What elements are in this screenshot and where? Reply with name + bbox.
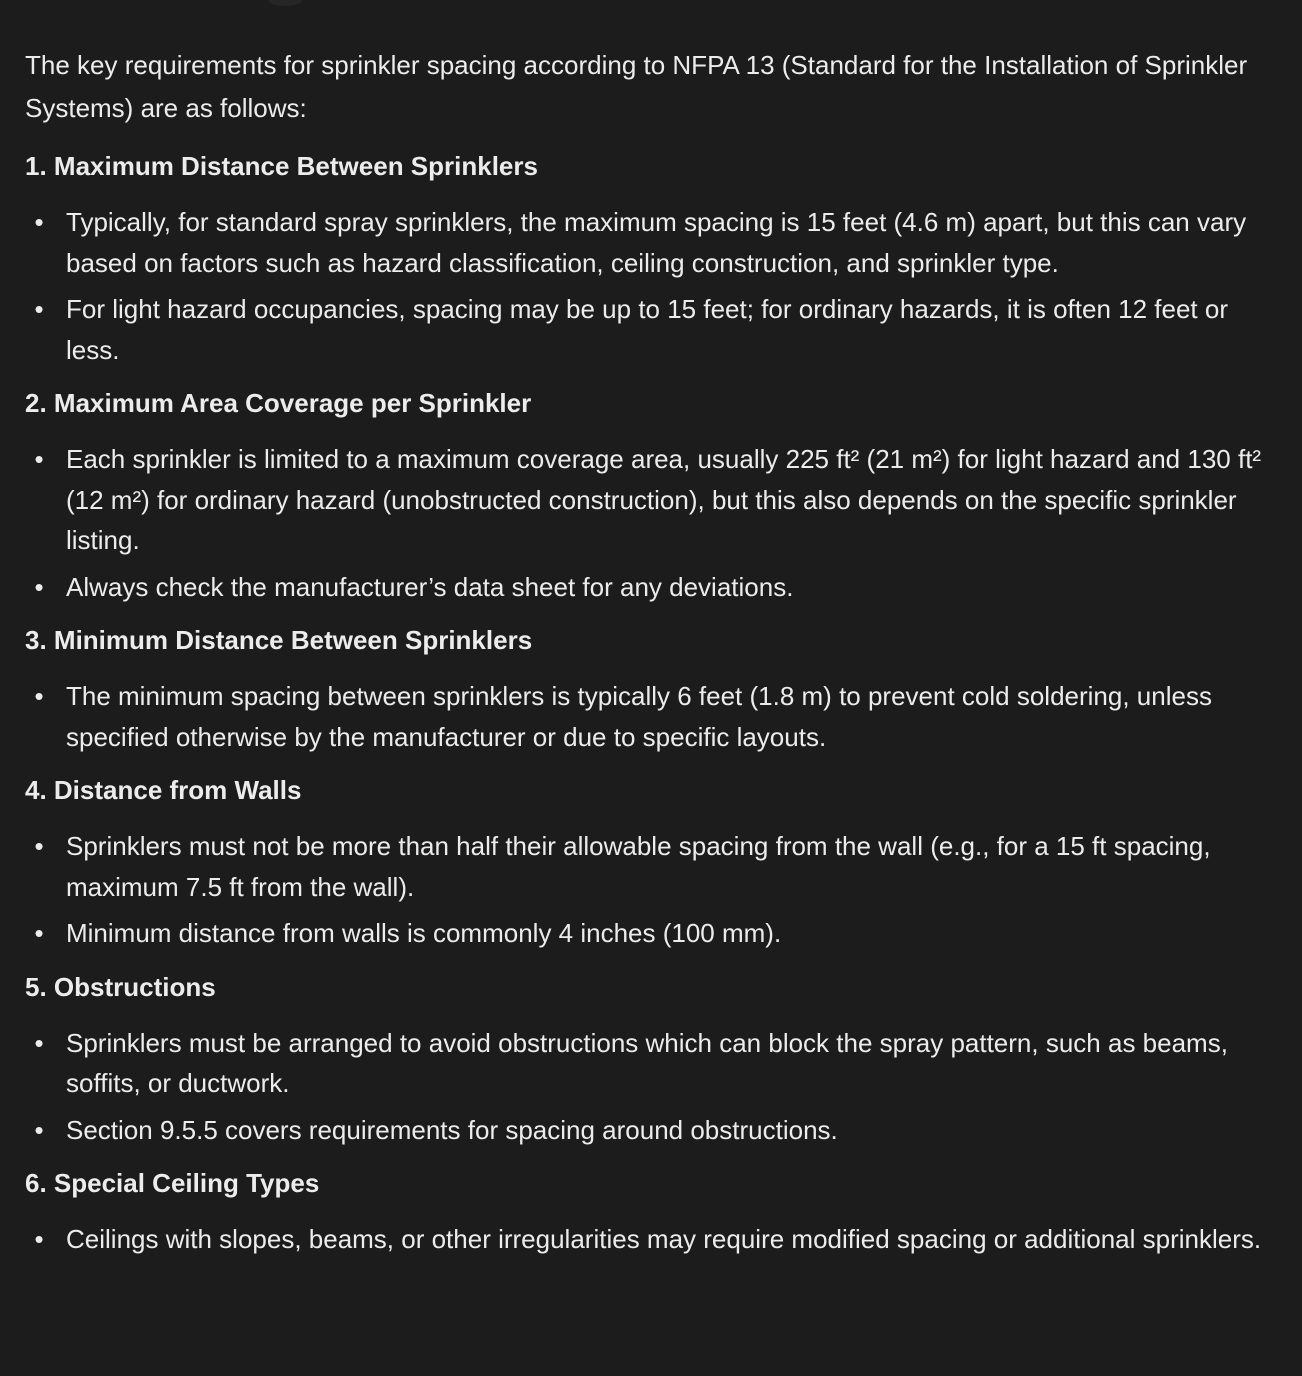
bullet-icon: •	[34, 831, 44, 861]
list-item	[25, 826, 1287, 907]
section-heading-obstructions: 5. Obstructions	[25, 971, 216, 1002]
section-heading-area-coverage: 2. Maximum Area Coverage per Sprinkler	[25, 388, 532, 418]
section-heading-walls: 4. Distance from Walls	[25, 775, 302, 805]
bullet-icon: •	[34, 1224, 44, 1254]
list-item-text: Typically, for standard spray sprinklers, the maximum spacing is 15 feet (4.6 m) apart, but this can vary based on factors such as hazard classification, ceiling construction, and sprinkler type.	[66, 207, 1247, 278]
list-item	[25, 567, 1287, 608]
bullet-icon: •	[34, 294, 44, 324]
list-item-text: Sprinklers must be arranged to avoid obstructions which can block the spray pattern, such as beams, soffits, or ductwork.	[66, 1027, 1228, 1098]
bullet-icon: •	[34, 681, 44, 711]
section-heading-max-distance: 1. Maximum Distance Between Sprinklers	[25, 151, 538, 181]
bullet-icon: •	[34, 571, 44, 602]
bullet-icon: •	[34, 207, 44, 237]
list-item	[25, 676, 1287, 757]
list-item	[25, 1023, 1287, 1104]
list-item	[25, 439, 1287, 561]
assistant-message	[25, 44, 1287, 1260]
bullet-list	[25, 1219, 1287, 1260]
list-item-text: Always check the manufacturer’s data sheet for any deviations.	[66, 571, 794, 602]
bullet-icon: •	[34, 444, 44, 474]
section-heading-min-distance: 3. Minimum Distance Between Sprinklers	[25, 625, 533, 655]
list-item	[25, 289, 1287, 370]
section-heading-special-ceilings: 6. Special Ceiling Types	[25, 1168, 320, 1198]
list-item	[25, 1219, 1287, 1260]
bullet-icon: •	[34, 1114, 44, 1145]
bullet-list	[25, 676, 1287, 757]
bullet-icon: •	[34, 1027, 44, 1058]
list-item-text: For light hazard occupancies, spacing may be up to 15 feet; for ordinary hazards, it is often 12 feet or less.	[66, 294, 1228, 365]
list-item-text: Sprinklers must not be more than half their allowable spacing from the wall (e.g., for a 15 ft spacing, maximum 7.5 ft from the wall).	[66, 831, 1211, 902]
bullet-icon: •	[34, 918, 44, 948]
scroll-top-indicator	[268, 0, 302, 6]
list-item-text: The minimum spacing between sprinklers is typically 6 feet (1.8 m) to prevent cold soldering, unless specified otherwise by the manufacturer or due to specific layouts.	[66, 681, 1212, 752]
list-item	[25, 913, 1287, 954]
bullet-list	[25, 439, 1287, 607]
list-item	[25, 202, 1287, 283]
list-item-text: Section 9.5.5 covers requirements for spacing around obstructions.	[66, 1114, 838, 1145]
bullet-list	[25, 202, 1287, 370]
bullet-list	[25, 826, 1287, 954]
list-item	[25, 1110, 1287, 1151]
bullet-list	[25, 1023, 1287, 1151]
intro-paragraph: The key requirements for sprinkler spacing according to NFPA 13 (Standard for the Installation of Sprinkler Systems) are as follows:	[25, 50, 1248, 123]
list-item-text: Minimum distance from walls is commonly 4 inches (100 mm).	[66, 918, 782, 948]
list-item-text: Ceilings with slopes, beams, or other irregularities may require modified spacing or additional sprinklers.	[66, 1224, 1262, 1254]
list-item-text: Each sprinkler is limited to a maximum coverage area, usually 225 ft² (21 m²) for light hazard and 130 ft² (12 m²) for ordinary hazard (unobstructed construction), but this also depends on the specific sprinkler listing.	[66, 444, 1262, 555]
